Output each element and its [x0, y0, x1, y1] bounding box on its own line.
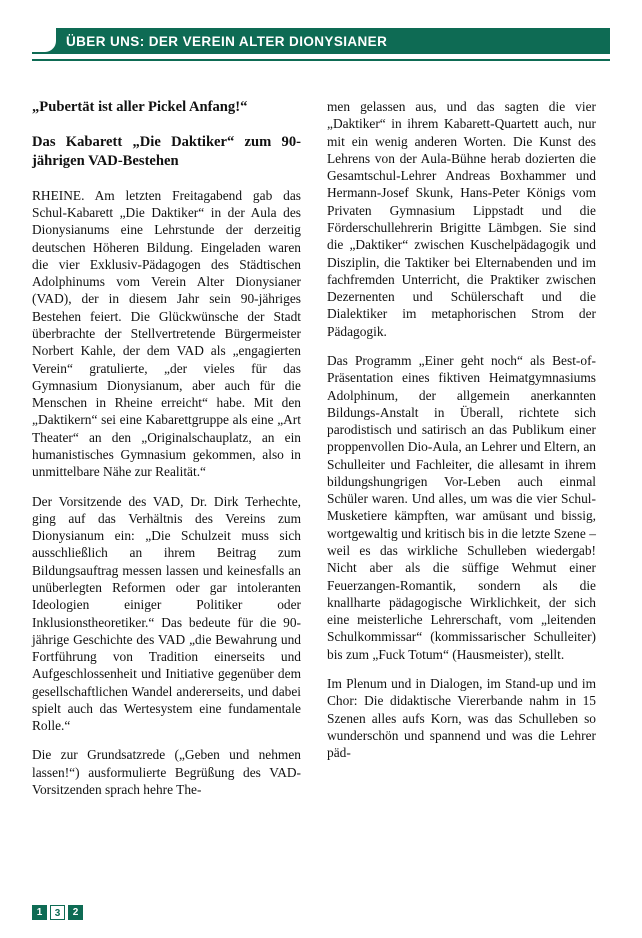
- article-lead: „Pubertät ist aller Pickel Anfang!“: [32, 99, 248, 115]
- document-page: [0, 28, 642, 938]
- page-number-2: 2: [68, 905, 83, 920]
- page-header: [32, 28, 610, 62]
- paragraph: RHEINE. Am letzten Freitagabend gab das Schul-Kabarett „Die Daktiker“ in der Aula des Dionysianums eine Lehrstunde der derzeitig deutschen Höheren Bildung. Eingeladen waren die vier Exklusiv-Pädagogen des Städtischen Adolphinums vom Verein Alter Dionysianer (VAD), der in diesem Jahr sein 90-jähriges Bestehen feiert. Die Glückwünsche der Stadt überbrachte der Stellvertretende Bürgermeister Norbert Kahle, der dem VAD als „engagierten Verein“ gratulierte, „der vieles für das Gymnasium Dionysianum, aber auch für die Menschen in Rheine erreicht“ habe. Mit den „Daktikern“ sei eine Kabarettgruppe als eine „Art Theater“ an den „Originalschauplatz, an ein humanistisches Gymnasium gekommen, also in unmittelbare Nähe zur Realität.“: [32, 187, 301, 480]
- paragraph: Das Programm „Einer geht noch“ als Best-of-Präsentation eines fiktiven Heimatgymnasiums Adolphinum, der allgemein anerkannten Bildungs-Anstalt in Überall, richtete sich parodistisch und satirisch an das Publikum einer proppenvollen Dio-Aula, an Lehrer und Eltern, an Schulleiter und Fachleiter, die allesamt in ihrem bildungshungrigen Vor-Leben auch einmal Schüler waren. Und alles, um was die vier Schul-Musketiere kämpften, war amüsant und bissig, wortgewaltig und kritisch bis in die letzte Szene – weil es das wirkliche Schulleben wiedergab! Nicht aber als die süffige Wehmut einer Feuerzangen-Romantik, sondern als die knallharte pädagogische Wirklichkeit, der sich eine meisterliche Lehrerschaft, vom „leitenden Schulkommissar“ (kommissarischer Schulleiter) bis zum „Fuck Totum“ (Hausmeister), stellt.: [327, 352, 596, 662]
- page-title: ÜBER UNS: DER VEREIN ALTER DIONYSIANER: [66, 34, 388, 49]
- header-divider: [32, 59, 610, 61]
- page-number-3: 3: [50, 905, 65, 920]
- left-column: [32, 98, 301, 896]
- page-number-group: [32, 905, 83, 920]
- header-hook-icon: [32, 28, 58, 54]
- page-number-1: 1: [32, 905, 47, 920]
- paragraph: Im Plenum und in Dialogen, im Stand-up und im Chor: Die didaktische Viererbande nahm in 15 Szenen alles aufs Korn, was das Schulleben so wunderschön und spannend und was die Lehrer päd-: [327, 676, 596, 761]
- paragraph: Die zur Grundsatzrede („Geben und nehmen lassen!“) ausformulierte Begrüßung des VAD-Vorsitzenden sprach hehre The-: [32, 747, 301, 798]
- paragraph: Der Vorsitzende des VAD, Dr. Dirk Terhechte, ging auf das Verhältnis des Vereins zum Dionysianum ein: „Die Schulzeit muss sich ausschließlich an ihrem Beitrag zum Bildungsauftrag messen lassen und keinesfalls an unüberlegten Reformen oder gar intoleranten Ideologien einiger Politiker oder Inklusionstheoretiker.“ Das bedeute für die 90-jährige Geschichte des VAD „die Bewahrung und Fortführung von Tradition einerseits und Aufgeschlossenheit und Initiative gegenüber dem gesellschaftlichen Wandel andererseits, und dabei spielt auch das Wertesystem eine fundamentale Rolle.“: [32, 493, 301, 734]
- right-column: [327, 98, 596, 896]
- paragraph: men gelassen aus, und das sagten die vier „Daktiker“ in ihrem Kabarett-Quartett auch, nur mit ein wenig anderen Worten. Die Kunst des Lehrens von der Aula-Bühne herab dozierten die Gesamtschul-Lehrer Andreas Boxhammer und Hermann-Josef Skunk, Hans-Peter Königs vom Privaten Gymnasium Lippstadt und die Förderschullehrerin Brigitte Lämbgen. Sie sind die „Daktiker“ zwischen Kuschelpädagogik und Disziplin, die Taktiker bei Elternabenden und im fachfremden Unterricht, die Praktiker zwischen Dezernenten und Schülerschaft und die Dialektiker im metaphorischen Strom der Pädagogik.: [327, 99, 596, 339]
- article-subhead: Das Kabarett „Die Daktiker“ zum 90-jährigen VAD-Bestehen: [32, 133, 301, 169]
- article-columns: [32, 98, 610, 896]
